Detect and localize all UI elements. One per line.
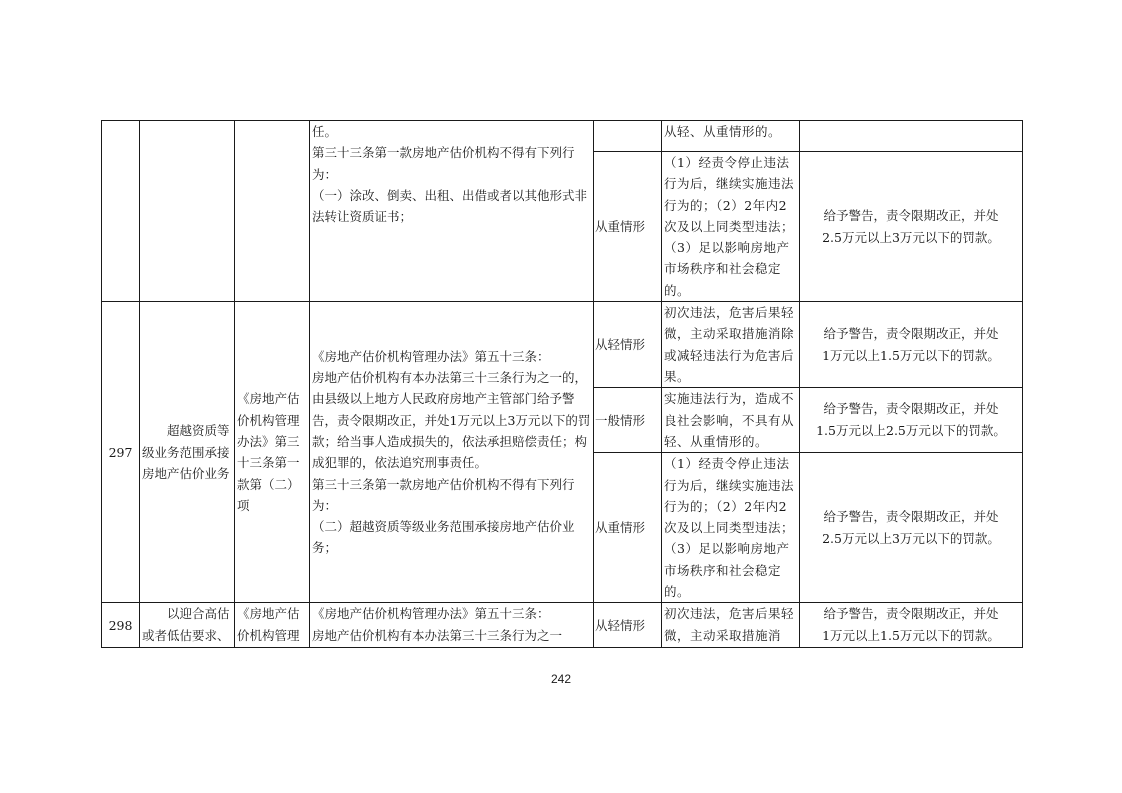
regulation-table — [101, 120, 1023, 648]
situation-cell: 从轻、从重情形的。 — [662, 121, 800, 152]
legal-basis-cell: 任。 第三十三条第一款房地产估价机构不得有下列行为： （一）涂改、倒卖、出租、出借或者以其他形式非法转让资质证书； — [310, 121, 594, 302]
penalty-cell: 给予警告，责令限期改正，并处 2.5万元以上3万元以下的罚款。 — [800, 152, 1023, 302]
legal-basis-cell: 《房地产估价机构管理办法》第五十三条： 房地产估价机构有本办法第三十三条行为之一的，由县级以上地方人民政府房地产主管部门给予警告，责令限期改正，并处1万元以上3万元以下的罚款；给当事人造成损失的，依法承担赔偿责任；构成犯罪的，依法追究刑事责任。 第三十三条第一款房地产估价机构不得有下列行为： （二）超越资质等级业务范围承接房地产估价业务； — [310, 302, 594, 603]
table-row — [102, 302, 1023, 388]
table-row — [102, 603, 1023, 648]
no-cell — [102, 121, 140, 302]
no-cell: 298 — [102, 603, 140, 648]
penalty-cell: 给予警告，责令限期改正，并处 1万元以上1.5万元以下的罚款。 — [800, 302, 1023, 388]
table-row — [102, 121, 1023, 152]
basis-cell: 《房地产估价机构管理 — [235, 603, 310, 648]
scope-cell: 从轻情形 — [594, 302, 662, 388]
item-cell — [140, 121, 235, 302]
situation-cell: 初次违法，危害后果轻微，主动采取措施消除或减轻违法行为危害后果。 — [662, 302, 800, 388]
scope-cell: 一般情形 — [594, 388, 662, 453]
penalty-cell: 给予警告，责令限期改正，并处 1.5万元以上2.5万元以下的罚款。 — [800, 388, 1023, 453]
item-cell: 超越资质等级业务范围承接房地产估价业务 — [140, 302, 235, 603]
scope-cell: 从轻情形 — [594, 603, 662, 648]
situation-cell: 实施违法行为，造成不良社会影响，不具有从轻、从重情形的。 — [662, 388, 800, 453]
situation-cell: 初次违法，危害后果轻微，主动采取措施消 — [662, 603, 800, 648]
penalty-cell: 给予警告，责令限期改正，并处 2.5万元以上3万元以下的罚款。 — [800, 453, 1023, 603]
scope-cell — [594, 121, 662, 152]
scope-cell: 从重情形 — [594, 453, 662, 603]
item-cell: 以迎合高估或者低估要求、 — [140, 603, 235, 648]
penalty-cell — [800, 121, 1023, 152]
basis-cell: 《房地产估价机构管理办法》第三十三条第一款第（二）项 — [235, 302, 310, 603]
situation-cell: （1）经责令停止违法行为后，继续实施违法行为的；（2）2年内2次及以上同类型违法；（3）足以影响房地产市场秩序和社会稳定的。 — [662, 453, 800, 603]
no-cell: 297 — [102, 302, 140, 603]
situation-cell: （1）经责令停止违法行为后，继续实施违法行为的；（2）2年内2次及以上同类型违法；（3）足以影响房地产市场秩序和社会稳定的。 — [662, 152, 800, 302]
penalty-cell: 给予警告，责令限期改正，并处 1万元以上1.5万元以下的罚款。 — [800, 603, 1023, 648]
scope-cell: 从重情形 — [594, 152, 662, 302]
legal-basis-cell: 《房地产估价机构管理办法》第五十三条： 房地产估价机构有本办法第三十三条行为之一 — [310, 603, 594, 648]
basis-cell — [235, 121, 310, 302]
page-number: 242 — [550, 672, 572, 686]
